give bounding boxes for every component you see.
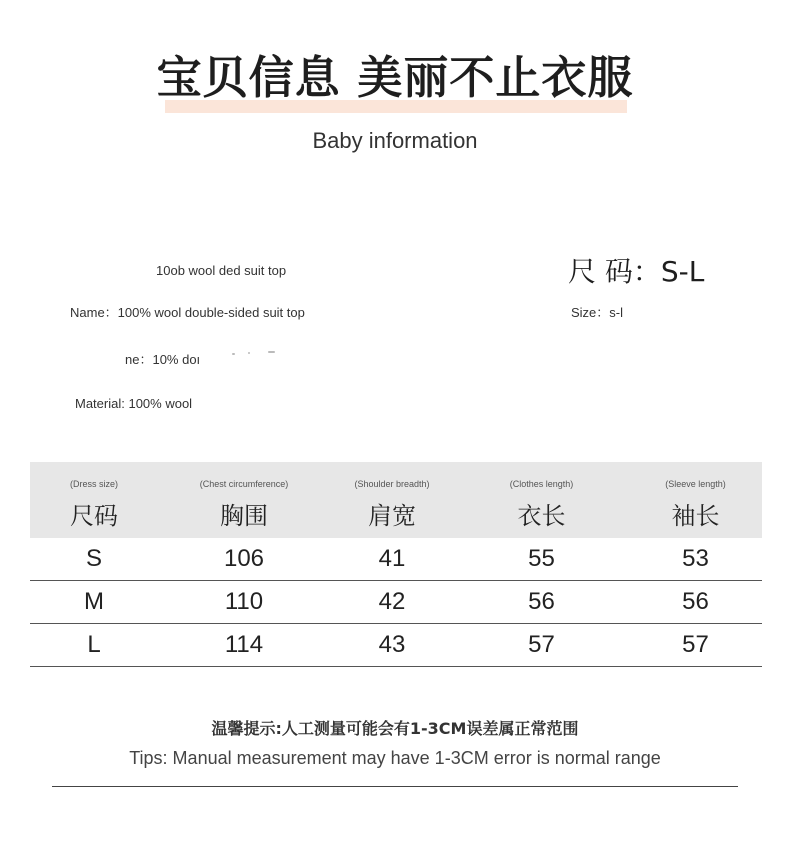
cell-clothes-length: 57 (528, 631, 555, 658)
info-name: Name：100% wool double-sided suit top (70, 305, 305, 320)
info-material: Material: 100% wool (75, 396, 193, 411)
table-row (30, 581, 762, 624)
tip-chinese: 温馨提示:人工测量可能会有1-3CM误差属正常范围 (211, 719, 579, 738)
header-zh-label: 胸围 (220, 502, 268, 530)
cell-size: M (84, 588, 104, 615)
header-zh-label: 袖长 (671, 502, 720, 530)
cell-clothes-length: 55 (528, 545, 555, 572)
info-line-partial: ne：10% doı (125, 352, 201, 367)
cell-shoulder: 41 (378, 545, 406, 572)
cell-chest: 110 (224, 588, 264, 615)
header-en-label: (Sleeve length) (665, 479, 726, 489)
header-shoulder (330, 462, 454, 538)
cell-size: S (85, 545, 102, 572)
cell-sleeve-length: 57 (682, 631, 709, 658)
title-block (0, 48, 790, 108)
table-row (30, 538, 762, 581)
table-header (30, 462, 762, 538)
header-en-label: (Shoulder breadth) (354, 479, 430, 489)
header-zh-label: 尺码 (70, 502, 118, 530)
cell-sleeve-length: 53 (682, 545, 709, 572)
table-row (30, 624, 762, 667)
header-en-label: (Clothes length) (509, 479, 574, 489)
cell-chest: 106 (223, 545, 265, 572)
size-table (30, 462, 762, 667)
info-size: Size：s-l (571, 305, 624, 320)
header-clothes-length (454, 462, 629, 538)
cell-shoulder: 43 (378, 631, 406, 658)
cell-sleeve-length: 56 (682, 588, 709, 615)
header-chest (158, 462, 330, 538)
header-en-label: (Chest circumference) (199, 479, 289, 489)
header-dress-size (30, 462, 158, 538)
cell-size: L (87, 631, 101, 658)
cell-clothes-length: 56 (528, 588, 555, 615)
cell-shoulder: 42 (378, 588, 406, 615)
tip-english: Tips: Manual measurement may have 1-3CM error is normal range (129, 748, 661, 768)
page-subtitle: Baby information (312, 128, 478, 153)
info-line-faded: 10ob wool ded suit top (156, 263, 287, 278)
page-title: 宝贝信息 美丽不止衣服 (156, 51, 634, 104)
cell-chest: 114 (224, 631, 264, 658)
header-en-label: (Dress size) (69, 479, 118, 489)
header-sleeve-length (629, 462, 762, 538)
header-zh-label: 衣长 (517, 502, 566, 530)
size-heading: 尺 码：S-L (568, 255, 705, 288)
footer-divider (52, 786, 738, 787)
smudge-marks (232, 350, 277, 358)
header-zh-label: 肩宽 (368, 502, 416, 530)
